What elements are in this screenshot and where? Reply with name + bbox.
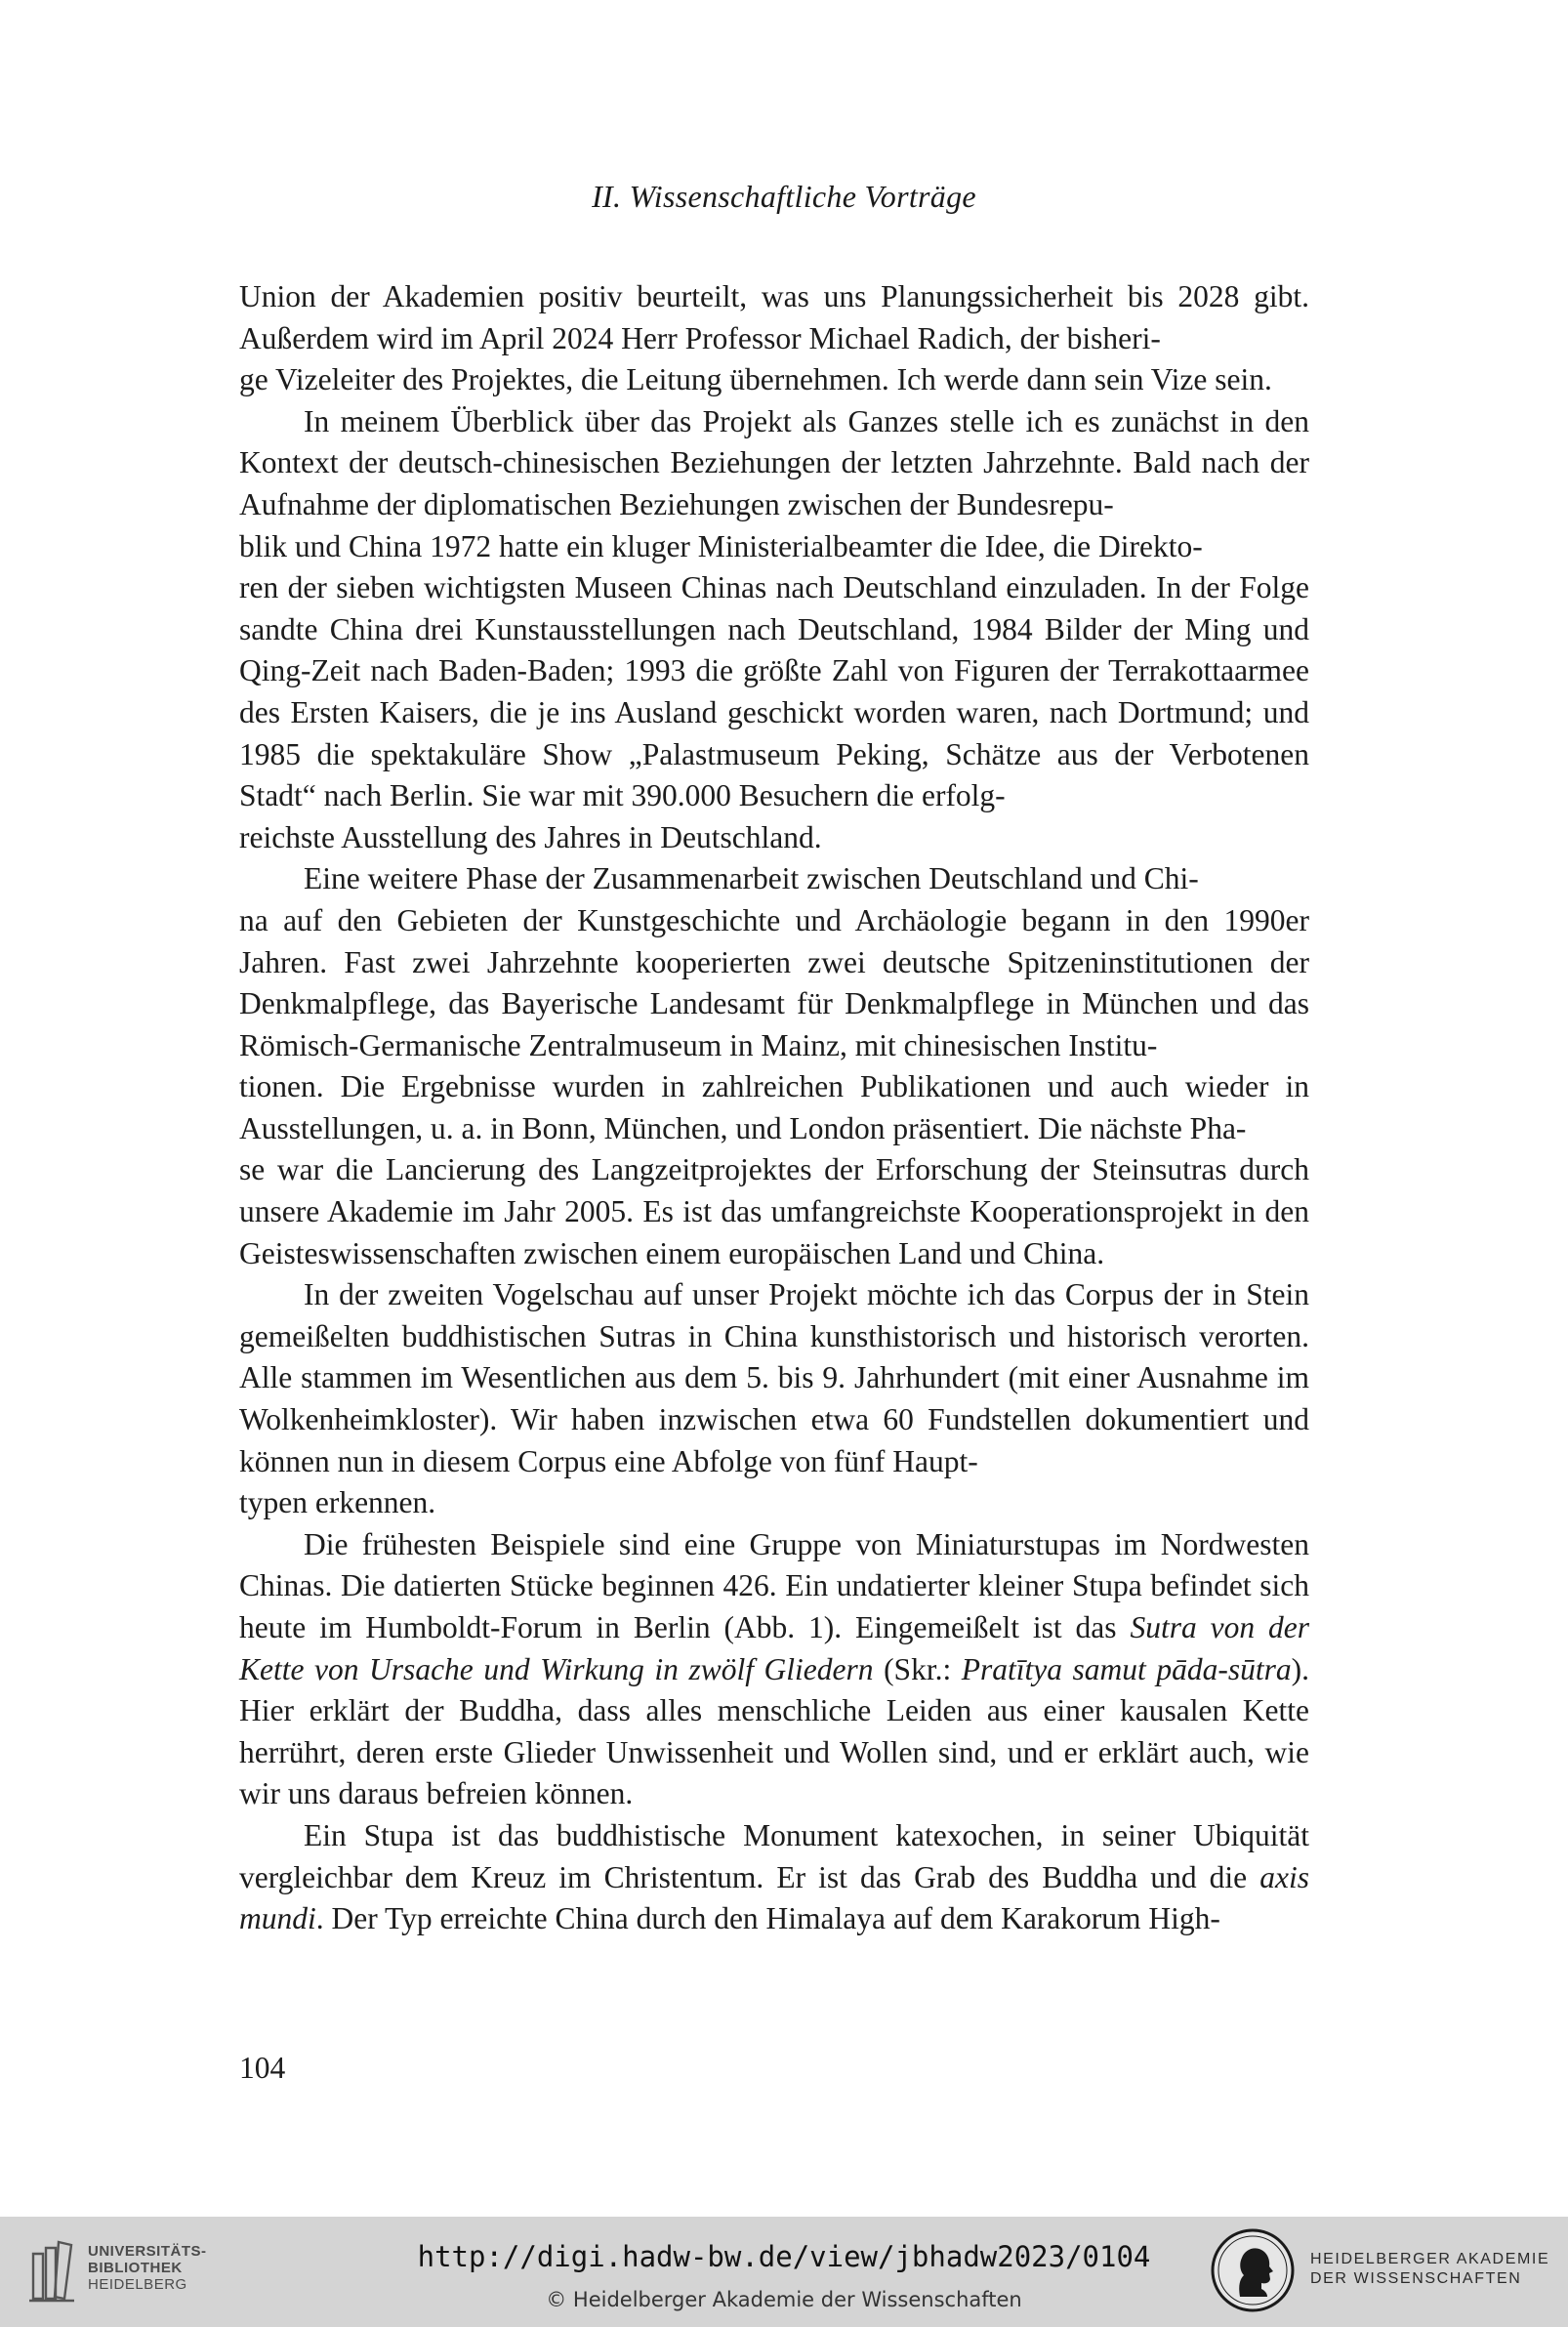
paragraph: In der zweiten Vogelschau auf unser Projekt möchte ich das Corpus der in Stein gemeißelten buddhistischen Sutras in China kunsthistorisch und historisch verorten. Alle stammen im Wesentlichen aus dem 5. bis 9. Jahrhundert (mit einer Ausnahme im Wolkenheimkloster). Wir haben inzwischen etwa 60 Fundstellen dokumentiert und können nun in diesem Corpus eine Abfolge von fünf Haupt- typen erkennen. (239, 1277, 1309, 1520)
academy-logo-text: HEIDELBERGER AKADEMIE DER WISSENSCHAFTEN (1310, 2251, 1550, 2287)
paragraph: Die frühesten Beispiele sind eine Gruppe von Miniaturstupas im Nordwesten Chinas. Die datierten Stücke beginnen 426. Ein undatierter kleiner Stupa befindet sich heute im Humboldt-Forum in Berlin (Abb. 1). Eingemeißelt ist das Sutra von der Kette von Ursache und Wirkung in zwölf Gliedern (Skr.: Pratītya samut pāda-sūtra). Hier erklärt der Buddha, dass alles menschliche Leiden aus einer kausalen Kette herrührt, deren erste Glieder Unwissenheit und Wollen sind, und er erklärt auch, wie wir uns daraus befreien können. (239, 1526, 1309, 1811)
paragraph: Union der Akademien positiv beurteilt, was uns Planungssicherheit bis 2028 gibt. Außerdem wird im April 2024 Herr Professor Michael Radich, der bisheri- ge Vizeleiter des Projektes, die Leitung übernehmen. Ich werde dann sein Vize sein. (239, 279, 1309, 397)
body-text (239, 276, 1309, 1940)
paragraph: Ein Stupa ist das buddhistische Monument katexochen, in seiner Ubiquität vergleichbar dem Kreuz im Christentum. Er ist das Grab des Buddha und die axis mundi. Der Typ erreichte China durch den Himalaya auf dem Karakorum High- (239, 1817, 1309, 1936)
paragraph: Eine weitere Phase der Zusammenarbeit zwischen Deutschland und Chi- na auf den Gebieten der Kunstgeschichte und Archäologie begann in den 1990er Jahren. Fast zwei Jahrzehnte kooperierten zwei deutsche Spitzeninstitutionen der Denkmalpflege, das Bayerische Landesamt für Denkmalpflege in München und das Römisch-Germanische Zentralmuseum in Mainz, mit chinesischen Institu- tionen. Die Ergebnisse wurden in zahlreichen Publikationen und auch wieder in Ausstellungen, u. a. in Bonn, München, und London präsentiert. Die nächste Pha- se war die Lancierung des Langzeitprojektes der Erforschung der Steinsutras durch unsere Akademie im Jahr 2005. Es ist das umfangreichste Kooperationsprojekt in den Geisteswissenschaften zwischen einem europäischen Land und China. (239, 861, 1309, 1270)
copyright-notice: © Heidelberger Akademie der Wissenschaften (546, 2288, 1022, 2311)
running-head: II. Wissenschaftliche Vorträge (592, 179, 976, 214)
paragraph: In meinem Überblick über das Projekt als Ganzes stelle ich es zunächst in den Kontext der deutsch-chinesischen Beziehungen der letzten Jahrzehnte. Bald nach der Aufnahme der diplomatischen Beziehungen zwischen der Bundesrepu- blik und China 1972 hatte ein kluger Ministerialbeamter die Idee, die Direkto- ren der sieben wichtigsten Museen Chinas nach Deutschland einzuladen. In der Folge sandte China drei Kunstausstellungen nach Deutschland, 1984 Bilder der Ming und Qing-Zeit nach Baden-Baden; 1993 die größte Zahl von Figuren der Terrakottaarmee des Ersten Kaisers, die je ins Ausland geschickt worden waren, nach Dortmund; und 1985 die spektakuläre Show „Palastmuseum Peking, Schätze aus der Verbotenen Stadt“ nach Berlin. Sie war mit 390.000 Besuchern die erfolg- reichste Ausstellung des Jahres in Deutschland. (239, 403, 1309, 854)
portrait-seal-icon (1211, 2228, 1295, 2312)
viewer-footer (0, 2217, 1568, 2327)
page-number: 104 (239, 2051, 286, 2085)
permalink-url[interactable]: http://digi.hadw-bw.de/view/jbhadw2023/0104 (417, 2240, 1151, 2273)
university-library-logo-text: UNIVERSITÄTS- BIBLIOTHEK HEIDELBERG (88, 2243, 207, 2293)
